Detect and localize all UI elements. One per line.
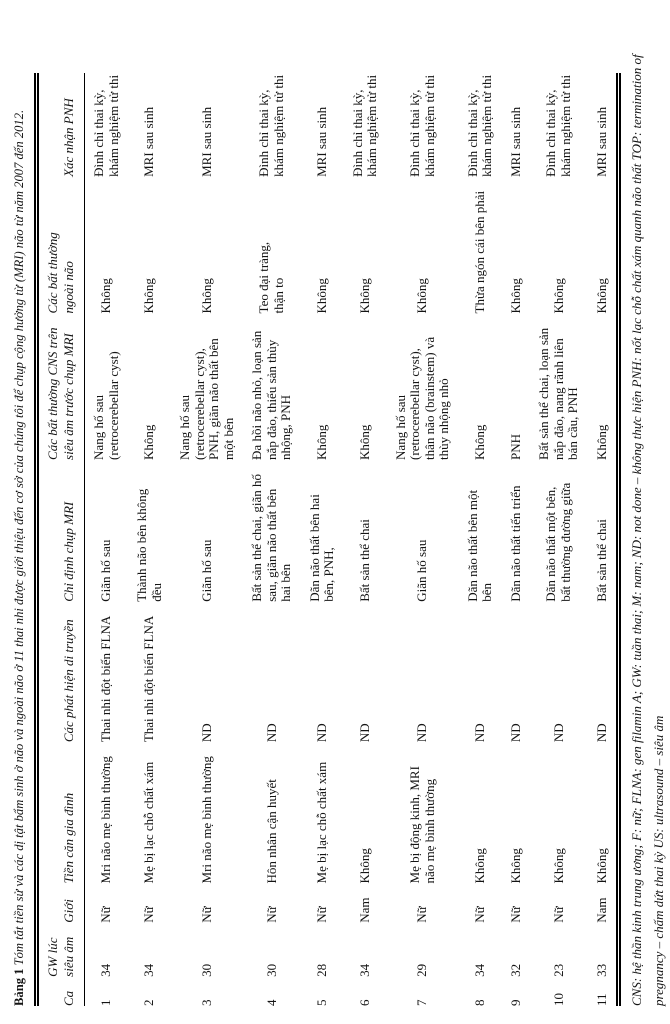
table-cell: 29 — [414, 963, 430, 977]
table-cell: Thừa ngón cái bên phải — [471, 190, 487, 314]
table-cell: 3 — [198, 999, 214, 1006]
data-table — [34, 73, 621, 1006]
table-cell: Nữ — [313, 906, 329, 923]
table-body — [85, 73, 619, 1006]
table-cell: Dãn não thất một bên, bất thường đường giữa — [543, 482, 573, 602]
table-cell: 7 — [414, 999, 430, 1006]
table-cell: Đình chỉ thai kỳ, khám nghiệm tử thi — [349, 74, 379, 177]
table-cell: MRI sau sinh — [198, 106, 214, 177]
table-cell: Không — [593, 424, 609, 460]
table-row — [588, 73, 619, 1006]
table-cell: Mẹ bị lạc chỗ chất xám — [313, 761, 329, 884]
table-cell: Thành não bên không đều — [134, 488, 164, 602]
column-header-1: Ca — [37, 977, 85, 1006]
table-row — [171, 73, 243, 1006]
table-cell: 34 — [471, 963, 487, 977]
table-cell: Thai nhi đột biến FLNA — [98, 615, 114, 743]
table-cell: MRI sau sinh — [507, 106, 523, 177]
table-cell: 32 — [507, 963, 523, 977]
table-cell: Dãn não thất bên một bên — [464, 489, 494, 602]
table-cell: Giãn hố sau — [198, 539, 214, 602]
table-cell: 30 — [263, 963, 279, 977]
table-cell: Không — [313, 424, 329, 460]
column-header-2: GW lúc siêu âm — [37, 923, 85, 977]
table-cell: Không — [471, 424, 487, 460]
column-header-9: Xác nhận PNH — [37, 73, 85, 177]
table-row — [85, 73, 129, 1006]
table-cell: Hôn nhân cận huyết — [263, 779, 279, 884]
table-cell: ND — [313, 723, 329, 743]
table-title-label: Bảng 1 — [12, 968, 26, 1006]
column-header-7: Các bất thường CNS trên siêu âm trước chụp MRI — [37, 313, 85, 459]
table-cell: Nữ — [471, 906, 487, 923]
table-cell: 23 — [550, 963, 566, 977]
table-cell: ND — [198, 723, 214, 743]
table-cell: Không — [550, 848, 566, 884]
table-row — [128, 73, 171, 1006]
table-cell: MRI sau sinh — [141, 106, 157, 177]
table-cell: ND — [263, 723, 279, 743]
table-cell: Không — [356, 424, 372, 460]
table-cell: 1 — [98, 999, 114, 1006]
table-cell: Nữ — [141, 906, 157, 923]
footnote-line-1: CNS: hệ thần kinh trung ương; F: nữ; FLNA: gen filamin A; GW: tuần thai; M: nam; ND: not done – không thực hiện PNH: nốt lạc chỗ chất xám quanh não thất TOP: termination of — [629, 54, 644, 1006]
table-cell: Nữ — [507, 906, 523, 923]
table-cell: Bất sản thể chai, loạn sản nắp đảo, nang rãnh liên bán cầu, PNH — [536, 327, 580, 460]
table-cell: Nang hố sau (retrocerebellar cyst), thân não (brainstem) và thùy nhộng nhỏ — [392, 336, 451, 460]
table-cell: Giãn hố sau — [414, 539, 430, 602]
table-cell: Nang hố sau (retrocerebellar cyst) — [91, 351, 121, 460]
table-cell: Đình chỉ thai kỳ, khám nghiệm tử thi — [464, 74, 494, 177]
table-cell: Nữ — [98, 906, 114, 923]
table-cell: ND — [507, 723, 523, 743]
column-header-8: Các bất thường ngoài não — [37, 177, 85, 314]
table-cell: 2 — [141, 999, 157, 1006]
table-cell: Không — [550, 278, 566, 314]
table-cell: MRI sau sinh — [313, 106, 329, 177]
table-cell: 6 — [356, 999, 372, 1006]
table-cell: 33 — [593, 963, 609, 977]
table-row — [530, 73, 588, 1006]
table-cell: Teo đại tràng, thận to — [256, 241, 286, 314]
table-cell: Dãn não thất tiến triển — [507, 485, 523, 602]
table-cell: 10 — [550, 993, 566, 1006]
table-row — [344, 73, 387, 1006]
table-cell: Bất sản thể chai, giãn hố sau, giãn não thất bên hai bên — [249, 473, 293, 602]
column-header-5: Các phát hiện di truyền — [37, 602, 85, 742]
table-cell: Mri não mẹ bình thường — [98, 756, 114, 884]
table-cell: Không — [141, 278, 157, 314]
table-cell: Không — [198, 278, 214, 314]
table-cell: Dãn não thất bên hai bên, PNH, — [306, 494, 336, 602]
table-cell: 34 — [141, 963, 157, 977]
table-cell: Đình chỉ thai kỳ, khám nghiệm tử thi — [543, 74, 573, 177]
table-cell: Mẹ bị động kinh, MRI não mẹ bình thường — [407, 766, 437, 884]
table-cell: Nữ — [414, 906, 430, 923]
column-header-3: Giới — [37, 883, 85, 922]
table-cell: Nữ — [198, 906, 214, 923]
table-cell: Không — [593, 278, 609, 314]
column-header-4: Tiền căn gia đình — [37, 742, 85, 883]
table-cell: Không — [507, 848, 523, 884]
table-cell: 28 — [313, 963, 329, 977]
table-cell: Nam — [356, 897, 372, 923]
table-cell: 4 — [263, 999, 279, 1006]
table-cell: 8 — [471, 999, 487, 1006]
table-row — [243, 73, 301, 1006]
table-cell: ND — [356, 723, 372, 743]
table-cell: Nữ — [550, 906, 566, 923]
table-cell: 5 — [313, 999, 329, 1006]
table-cell: MRI sau sinh — [593, 106, 609, 177]
footnote-line-2: pregnancy – chấm dứt thai kỳ US: ultrasound – siêu âm — [651, 715, 666, 1006]
table-cell: 30 — [198, 963, 214, 977]
table-row — [301, 73, 344, 1006]
table-cell: Không — [414, 278, 430, 314]
table-row — [502, 73, 531, 1006]
table-cell: 9 — [507, 999, 523, 1006]
table-row — [387, 73, 459, 1006]
table-cell: Mẹ bị lạc chỗ chất xám — [141, 761, 157, 884]
table-cell: Bất sản thể chai — [356, 519, 372, 602]
header-row — [37, 73, 85, 1006]
table-cell: Không — [141, 424, 157, 460]
table-cell: Nang hố sau (retrocerebellar cyst), PNH, giãn não thất bên một bên — [177, 338, 236, 460]
column-header-6: Chỉ định chụp MRI — [37, 460, 85, 602]
table-cell: Không — [98, 278, 114, 314]
table-cell: ND — [414, 723, 430, 743]
table-cell: Giãn hố sau — [98, 539, 114, 602]
table-cell: Thai nhi đột biến FLNA — [141, 615, 157, 743]
table-title-caption: Tóm tắt tiền sử và các dị tật bẩm sinh ở não và ngoài não ở 11 thai nhi được giới thiệu đến cơ sở của chúng tôi để chụp cộng hưởng từ (MRI) não từ năm 2007 đến 2012. — [12, 109, 26, 966]
table-cell: Không — [356, 278, 372, 314]
table-cell: Không — [593, 848, 609, 884]
table-title — [10, 4, 28, 1006]
table-footnote — [626, 4, 670, 1006]
table-cell: 34 — [98, 963, 114, 977]
table-cell: Đình chỉ thai kỳ, khám nghiệm tử thi — [91, 74, 121, 177]
table-cell: Nữ — [263, 906, 279, 923]
table-cell: Đình chỉ thai kỳ, khám nghiệm tử thi — [256, 74, 286, 177]
table-cell: ND — [593, 723, 609, 743]
table-cell: 11 — [593, 993, 609, 1006]
table-cell: Bất sản thể chai — [593, 519, 609, 602]
table-row — [459, 73, 502, 1006]
table-cell: Đình chỉ thai kỳ, khám nghiệm tử thi — [407, 74, 437, 177]
table-cell: Đa hồi não nhỏ, loạn sản nắp đảo, thiếu sản thùy nhộng, PNH — [249, 330, 293, 460]
table-cell: ND — [471, 723, 487, 743]
table-cell: Nam — [593, 897, 609, 923]
table-cell: Không — [471, 848, 487, 884]
table-cell: Không — [356, 848, 372, 884]
table-cell: ND — [550, 723, 566, 743]
table-cell: Không — [507, 278, 523, 314]
table-cell: 34 — [356, 963, 372, 977]
table-cell: Mri não mẹ bình thường — [198, 756, 214, 884]
table-cell: Không — [313, 278, 329, 314]
table-cell: PNH — [507, 433, 523, 460]
